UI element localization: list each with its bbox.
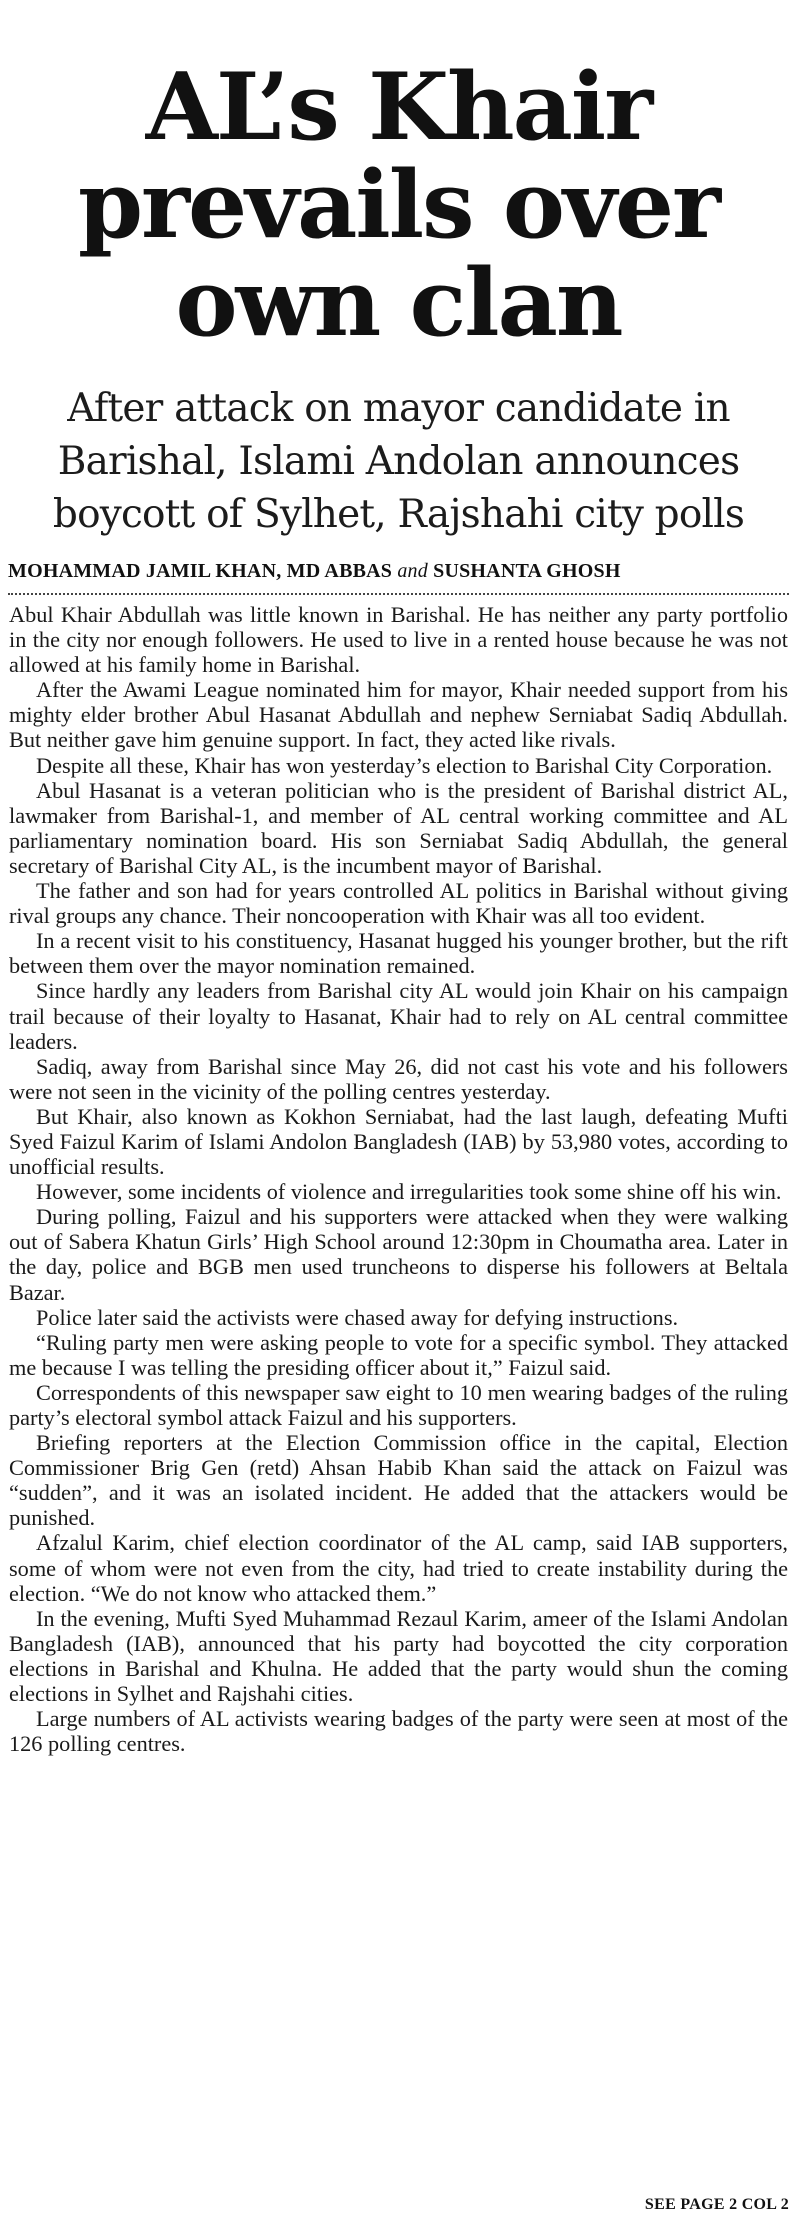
paragraph: Large numbers of AL activists wearing badges of the party were seen at most of the 126 polling centres.	[9, 1706, 788, 1757]
subheadline-line: boycott of Sylhet, Rajshahi city polls	[52, 492, 745, 537]
paragraph: In the evening, Mufti Syed Muhammad Rezaul Karim, ameer of the Islami Andolan Bangladesh (IAB), announced that his party had boycotted the city corporation elections in Barishal and Khulna. He added that the party would shun the coming elections in Sylhet and Rajshahi cities.	[9, 1605, 788, 1707]
paragraph: However, some incidents of violence and irregularities took some shine off his win.	[36, 1179, 782, 1205]
paragraph: Despite all these, Khair has won yesterday’s election to Barishal City Corporation.	[36, 752, 773, 778]
paragraph: After the Awami League nominated him for mayor, Khair needed support from his mighty elder brother Abul Hasanat Abdullah and nephew Serniabat Sadiq Abdullah. But neither gave him genuine support. In fact, they acted like rivals.	[9, 677, 788, 753]
article-body	[9, 602, 788, 1756]
headline-line: prevails over	[77, 150, 720, 259]
byline-authors: SUSHANTA GHOSH	[433, 560, 621, 582]
paragraph: But Khair, also known as Kokhon Serniabat, had the last laugh, defeating Mufti Syed Faizul Karim of Islami Andolon Bangladesh (IAB) by 53,980 votes, according to unofficial results.	[9, 1103, 788, 1180]
paragraph: “Ruling party men were asking people to vote for a specific symbol. They attacked me because I was telling the presiding officer about it,” Faizul said.	[9, 1329, 788, 1380]
paragraph: During polling, Faizul and his supporters were attacked when they were walking out of Sabera Khatun Girls’ High School around 12:30pm in Choumatha area. Later in the day, police and BGB men used truncheons to disperse his followers at Beltala Bazar.	[9, 1204, 788, 1305]
paragraph: In a recent visit to his constituency, Hasanat hugged his younger brother, but the rift between them over the mayor nomination remained.	[9, 928, 788, 979]
headline-line: own clan	[175, 248, 622, 357]
paragraph: Police later said the activists were chased away for defying instructions.	[36, 1304, 679, 1330]
byline	[8, 560, 621, 583]
subheadline-line: Barishal, Islami Andolan announces	[57, 439, 740, 484]
paragraph: Abul Khair Abdullah was little known in Barishal. He has neither any party portfolio in the city nor enough followers. He used to live in a rented house because he was not allowed at his family home in Barishal.	[9, 602, 788, 678]
paragraph: Briefing reporters at the Election Commission office in the capital, Election Commissioner Brig Gen (retd) Ahsan Habib Khan said the attack on Faizul was “sudden”, and it was an isolated incident. He added that the attackers would be punished.	[9, 1430, 788, 1531]
paragraph: Sadiq, away from Barishal since May 26, did not cast his vote and his followers were not seen in the vicinity of the polling centres yesterday.	[9, 1053, 788, 1104]
paragraph: The father and son had for years controlled AL politics in Barishal without giving rival groups any chance. Their noncooperation with Khair was all too evident.	[9, 878, 788, 929]
byline-authors: MOHAMMAD JAMIL KHAN, MD ABBAS	[8, 560, 393, 582]
paragraph: Correspondents of this newspaper saw eight to 10 men wearing badges of the ruling party’s electoral symbol attack Faizul and his supporters.	[9, 1379, 788, 1430]
paragraph: Abul Hasanat is a veteran politician who is the president of Barishal district AL, lawmaker from Barishal-1, and member of AL central working committee and AL parliamentary nomination board. His son Serniabat Sadiq Abdullah, the general secretary of Barishal City AL, is the incumbent mayor of Barishal.	[9, 777, 788, 878]
headline-line: AL’s Khair	[145, 52, 652, 161]
byline-conjunction: and	[397, 560, 428, 582]
headline	[0, 0, 797, 357]
subheadline-line: After attack on mayor candidate in	[67, 386, 730, 431]
paragraph: Since hardly any leaders from Barishal city AL would join Khair on his campaign trail because of their loyalty to Hasanat, Khair had to rely on AL central committee leaders.	[9, 978, 788, 1054]
byline-divider	[8, 593, 789, 595]
paragraph: Afzalul Karim, chief election coordinator of the AL camp, said IAB supporters, some of whom were not even from the city, had tried to create instability during the election. “We do not know who attacked them.”	[9, 1530, 788, 1606]
subheadline	[0, 382, 797, 541]
continuation-jump: SEE PAGE 2 COL 2	[644, 2196, 789, 2213]
